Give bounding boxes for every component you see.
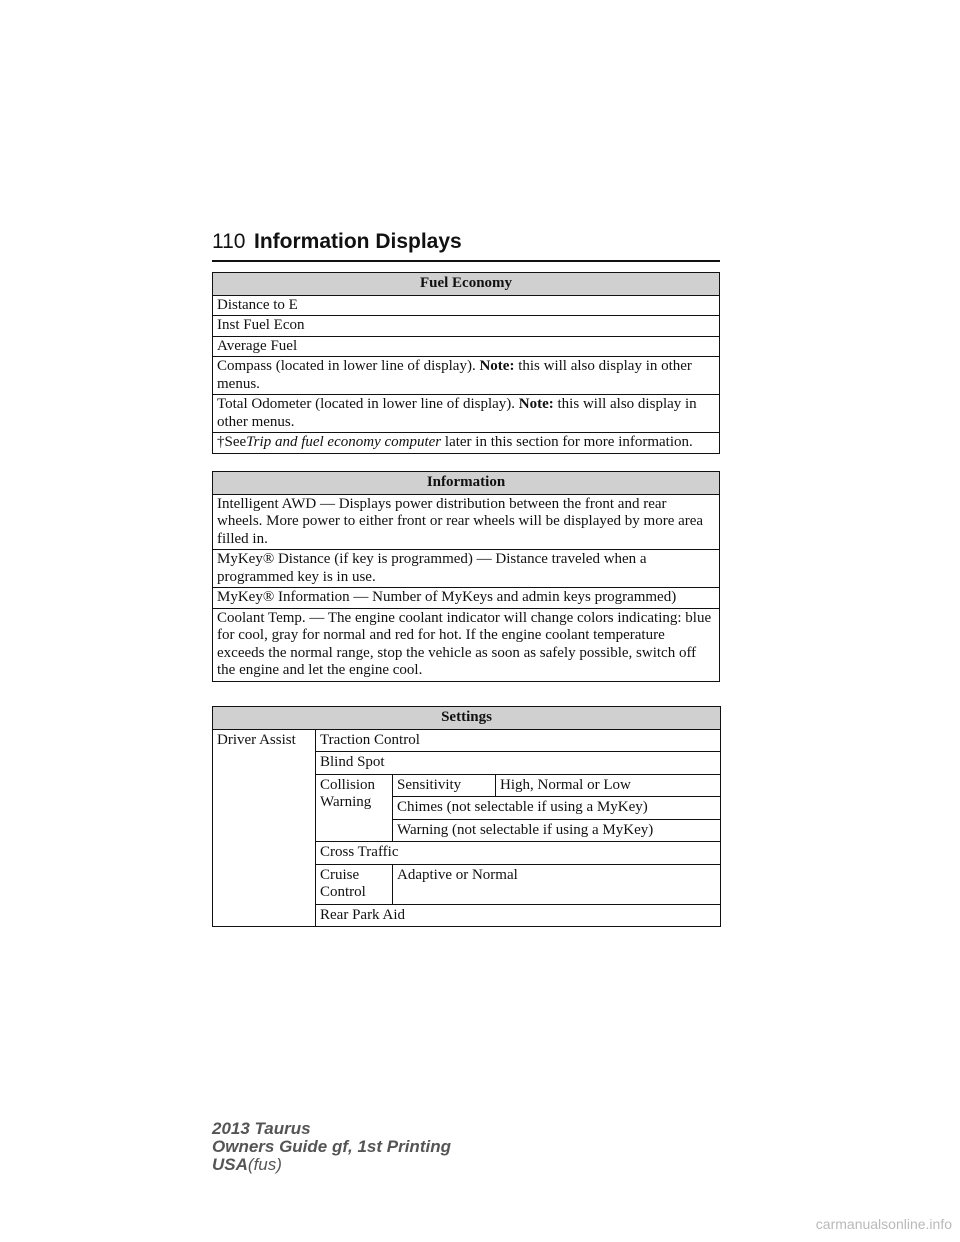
- fuel-row-inst: Inst Fuel Econ: [213, 316, 720, 337]
- setting-chimes: Chimes (not selectable if using a MyKey): [393, 797, 721, 820]
- info-row-coolant: Coolant Temp. — The engine coolant indicator will change colors indicating: blue for cool, gray for normal and red for hot. If the engine coolant temperature exceeds the normal range, stop the vehicle as soon as safely possible, switch off the engine and let the engine cool.: [213, 608, 720, 681]
- section-title: Information Displays: [254, 230, 462, 253]
- settings-heading: Settings: [213, 707, 721, 730]
- fuel-economy-table: [212, 272, 720, 454]
- document-footer: [212, 1120, 451, 1174]
- footer-region: USA(fus): [212, 1155, 282, 1174]
- setting-blind-spot: Blind Spot: [316, 752, 721, 775]
- fuel-row-compass: Compass (located in lower line of display). Note: this will also display in other menus.: [213, 357, 720, 395]
- setting-collision-warning: Collision Warning: [316, 774, 393, 842]
- setting-warning: Warning (not selectable if using a MyKey): [393, 819, 721, 842]
- page-header: [212, 228, 720, 264]
- information-heading: Information: [213, 472, 720, 495]
- info-row-mykey-information: MyKey® Information — Number of MyKeys and admin keys programmed): [213, 588, 720, 609]
- header-rule: [212, 260, 720, 262]
- setting-rear-park-aid: Rear Park Aid: [316, 904, 721, 927]
- page-number: 110: [212, 230, 246, 253]
- footer-model: 2013 Taurus: [212, 1119, 311, 1138]
- info-row-mykey-distance: MyKey® Distance (if key is programmed) — Distance traveled when a programmed key is in use.: [213, 550, 720, 588]
- setting-cruise-values: Adaptive or Normal: [393, 864, 721, 904]
- settings-table: [212, 706, 721, 927]
- fuel-row-distance: Distance to E: [213, 295, 720, 316]
- setting-sensitivity-values: High, Normal or Low: [496, 774, 721, 797]
- info-row-awd: Intelligent AWD — Displays power distribution between the front and rear wheels. More power to either front or rear wheels will be displayed by more area filled in.: [213, 494, 720, 550]
- setting-sensitivity: Sensitivity: [393, 774, 496, 797]
- watermark: carmanualsonline.info: [815, 1216, 952, 1232]
- fuel-row-average: Average Fuel: [213, 336, 720, 357]
- setting-traction-control: Traction Control: [316, 729, 721, 752]
- fuel-economy-heading: Fuel Economy: [213, 273, 720, 296]
- fuel-row-odometer: Total Odometer (located in lower line of display). Note: this will also display in other menus.: [213, 395, 720, 433]
- settings-group-driver-assist: Driver Assist: [213, 729, 316, 927]
- fuel-row-see-also: †SeeTrip and fuel economy computer later in this section for more information.: [213, 433, 720, 454]
- setting-cruise-control: Cruise Control: [316, 864, 393, 904]
- information-table: [212, 471, 720, 682]
- footer-guide: Owners Guide gf, 1st Printing: [212, 1137, 451, 1156]
- setting-cross-traffic: Cross Traffic: [316, 842, 721, 865]
